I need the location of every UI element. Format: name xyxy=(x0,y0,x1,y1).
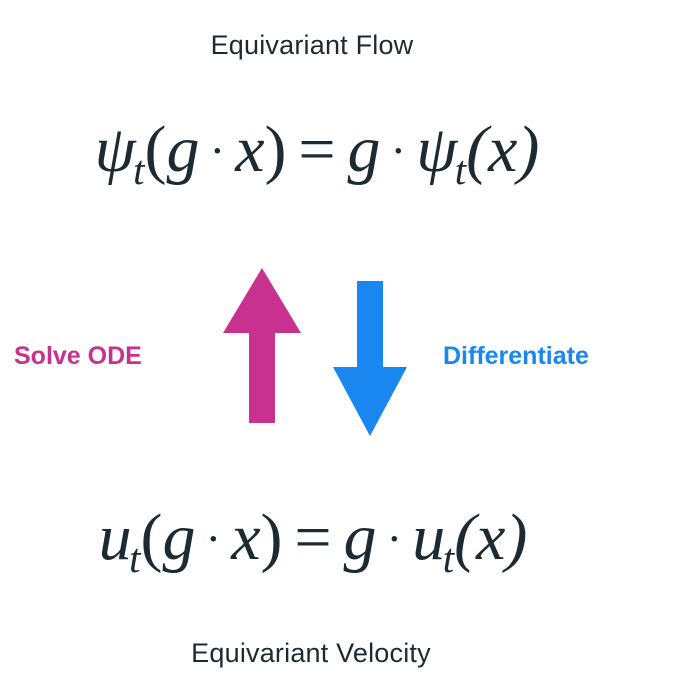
differentiate-label: Differentiate xyxy=(443,342,589,370)
flow-equals: = xyxy=(298,113,336,186)
differentiate-down-arrow xyxy=(333,281,407,436)
velocity-lhs-x: x xyxy=(231,501,261,574)
velocity-lhs-subscript: t xyxy=(129,536,141,582)
flow-rhs-argument: (x) xyxy=(466,113,540,186)
equivariant-velocity-equation xyxy=(0,500,650,582)
flow-lhs-subscript: t xyxy=(133,148,145,194)
flow-lhs-x: x xyxy=(235,113,265,186)
flow-lhs-function: ψ xyxy=(94,113,136,186)
equivariant-velocity-caption: Equivariant Velocity xyxy=(191,638,431,668)
velocity-equals: = xyxy=(294,501,332,574)
velocity-rhs-dot: · xyxy=(386,513,403,565)
flow-lhs-dot: · xyxy=(209,125,226,177)
solve-ode-up-arrow xyxy=(223,268,301,423)
flow-lhs-close-paren: ) xyxy=(264,113,287,186)
flow-rhs-dot: · xyxy=(390,125,407,177)
velocity-rhs-function: u xyxy=(412,501,446,574)
flow-lhs-open-paren: ( xyxy=(144,113,167,186)
velocity-lhs-close-paren: ) xyxy=(260,501,283,574)
flow-lhs-g: g xyxy=(166,113,200,186)
velocity-lhs-g: g xyxy=(162,501,196,574)
velocity-rhs-argument: (x) xyxy=(454,501,528,574)
solve-ode-label: Solve ODE xyxy=(14,342,142,370)
equivariant-flow-caption: Equivariant Flow xyxy=(210,30,414,60)
velocity-lhs-open-paren: ( xyxy=(140,501,163,574)
velocity-lhs-function: u xyxy=(98,501,132,574)
velocity-rhs-subscript: t xyxy=(442,536,455,582)
velocity-rhs-g: g xyxy=(343,501,377,574)
flow-rhs-function: ψ xyxy=(416,113,458,186)
velocity-lhs-dot: · xyxy=(205,513,222,565)
flow-rhs-g: g xyxy=(347,113,381,186)
flow-rhs-subscript: t xyxy=(454,148,467,194)
